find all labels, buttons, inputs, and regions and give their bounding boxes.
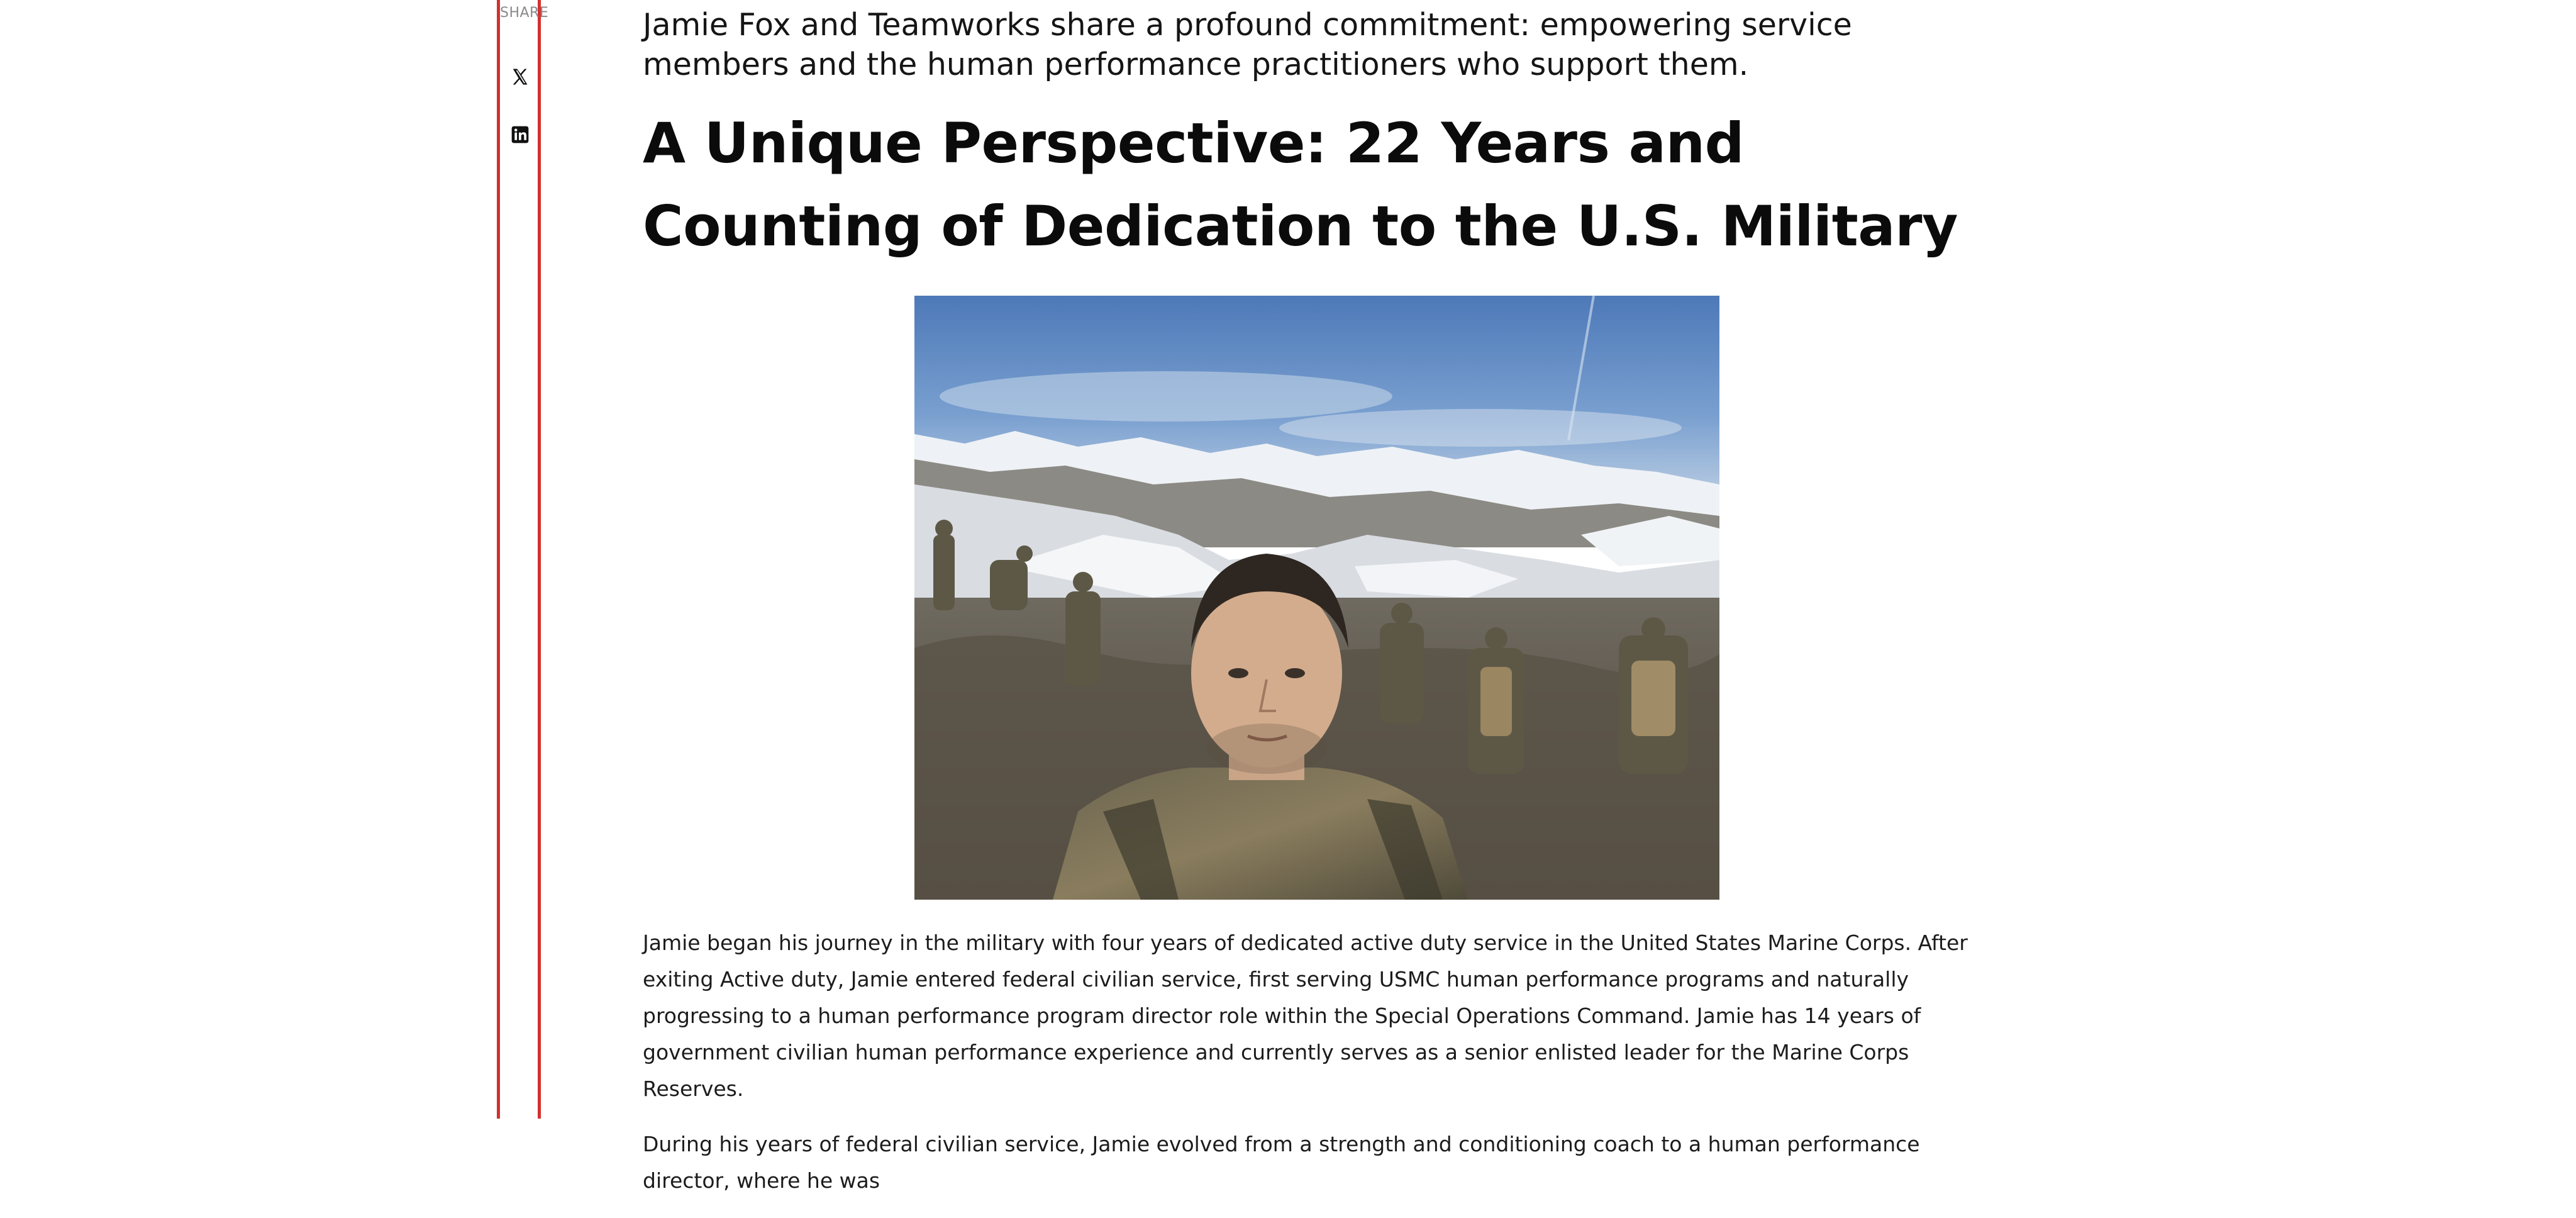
article-heading: A Unique Perspective: 22 Years and Counting of Dedication to the U.S. Military: [643, 111, 1958, 259]
article-paragraph: Jamie began his journey in the military with four years of dedicated active duty service in the United States Marine Corps. After exiting Active duty, Jamie entered federal civilian service, first serving USMC human performance programs and naturally progressing to a human performance program director role within the Special Operations Command. Jamie has 14 years of government civilian human performance experience and currently serves as a senior enlisted leader for the Marine Corps Reserves.: [643, 930, 1968, 1101]
share-x-button[interactable]: [509, 65, 531, 88]
x-logo-icon: [511, 67, 530, 86]
article: [643, 0, 1995, 1193]
article-body: [643, 925, 1995, 1218]
mountain-troops-photo: [914, 296, 1719, 900]
article-lead: Jamie Fox and Teamworks share a profound commitment: empowering service members and the human performance practitioners who support them.: [643, 7, 1852, 82]
share-rail: [497, 0, 549, 1119]
share-linkedin-button[interactable]: [509, 123, 531, 146]
article-photo: [914, 296, 1719, 900]
share-label: SHARE: [500, 5, 549, 21]
article-paragraph: During his years of federal civilian service, Jamie evolved from a strength and conditioning coach to a human performance director, where he was: [643, 1132, 1920, 1193]
linkedin-icon: [510, 125, 530, 145]
